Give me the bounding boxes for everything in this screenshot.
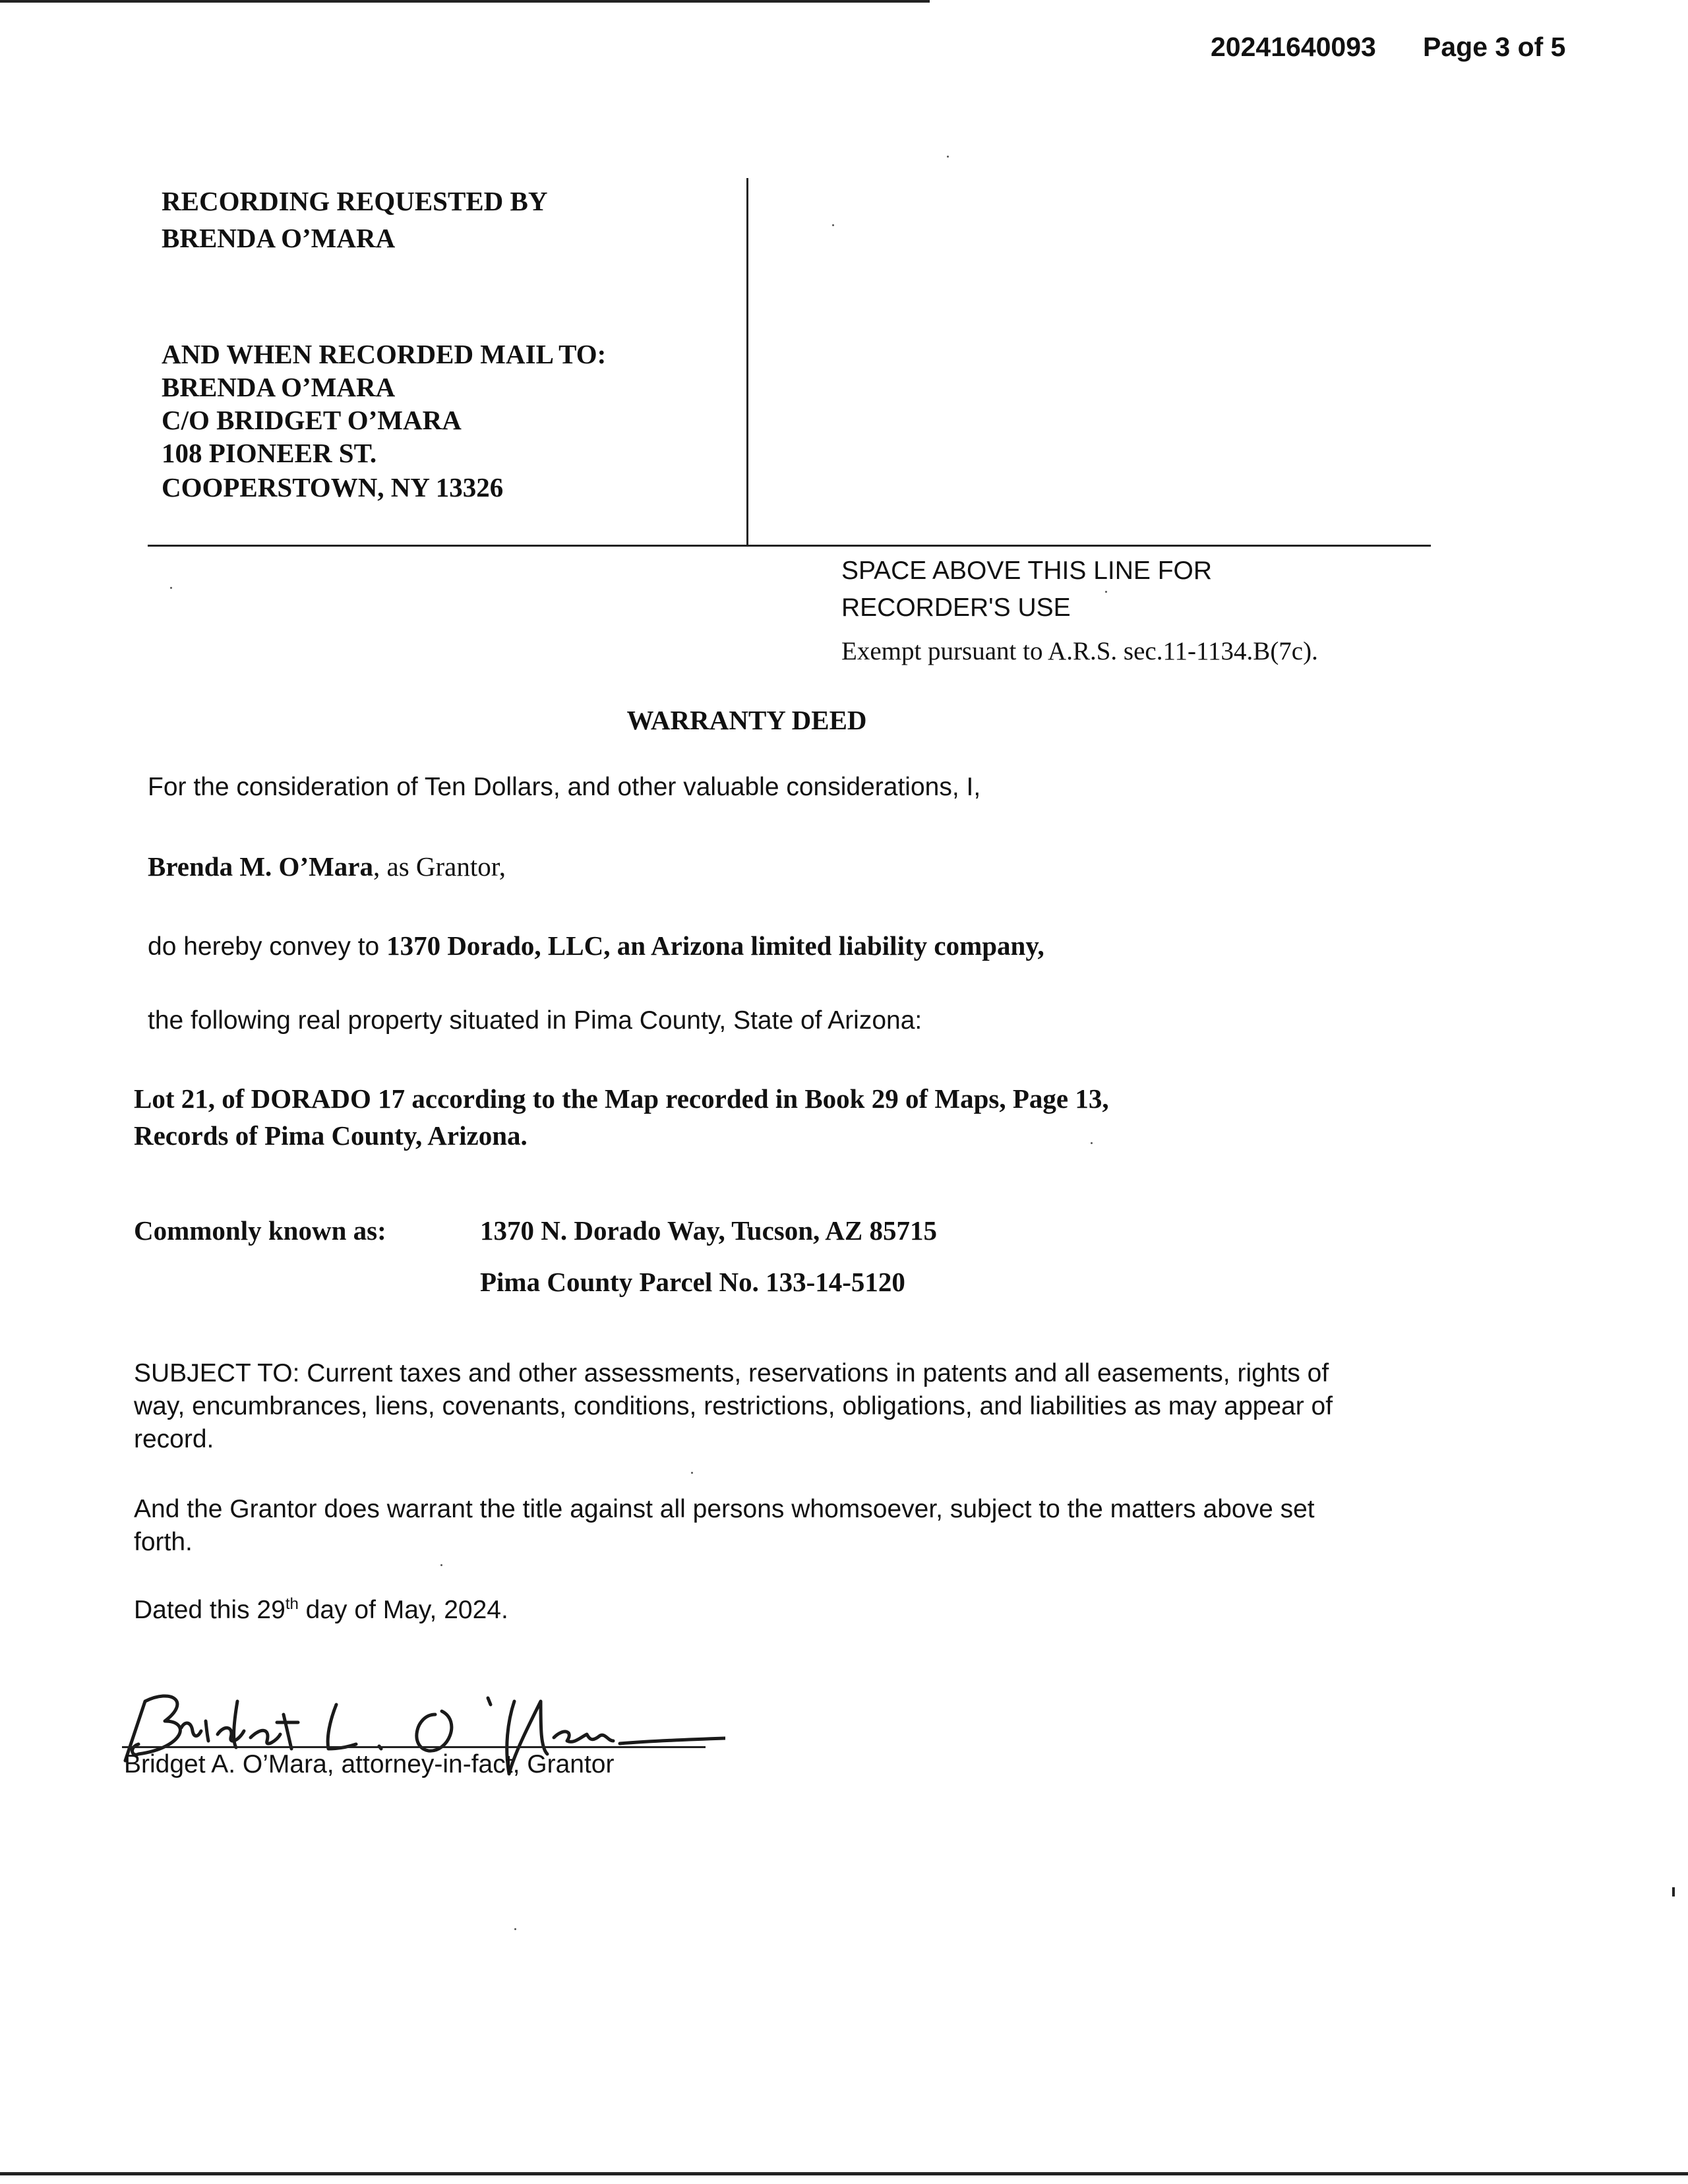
recorder-box-divider bbox=[746, 178, 748, 546]
recorder-use-line2: RECORDER'S USE bbox=[841, 593, 1071, 622]
requested-by-label: RECORDING REQUESTED BY bbox=[162, 186, 548, 216]
grantor-name: Brenda M. O’Mara bbox=[148, 851, 373, 882]
dated-suffix: day of May, 2024. bbox=[298, 1596, 508, 1624]
recorder-box-bottom-rule bbox=[148, 545, 1431, 547]
dated-line bbox=[134, 1596, 508, 1625]
parcel-number: Pima County Parcel No. 133-14-5120 bbox=[480, 1267, 905, 1297]
top-edge-rule bbox=[0, 0, 930, 3]
commonly-known-label: Commonly known as: bbox=[134, 1215, 386, 1246]
convey-line bbox=[148, 930, 1044, 961]
document-number: 20241640093 bbox=[1211, 32, 1376, 62]
recorder-use-note bbox=[841, 553, 1212, 626]
deed-title: WARRANTY DEED bbox=[626, 705, 867, 735]
mail-to-line: 108 PIONEER ST. bbox=[162, 438, 377, 468]
scan-speck bbox=[1105, 591, 1107, 593]
grantor-suffix: , as Grantor, bbox=[373, 851, 506, 882]
mail-to-label: AND WHEN RECORDED MAIL TO: bbox=[162, 339, 607, 369]
scan-speck bbox=[832, 224, 834, 226]
scan-speck bbox=[440, 1564, 442, 1566]
exempt-statement: Exempt pursuant to A.R.S. sec.11-1134.B(7c). bbox=[841, 637, 1318, 665]
scan-speck bbox=[514, 1928, 516, 1930]
property-address: 1370 N. Dorado Way, Tucson, AZ 85715 bbox=[480, 1215, 937, 1246]
signature-caption: Bridget A. O’Mara, attorney-in-fact, Grantor bbox=[124, 1750, 615, 1778]
recorder-use-line1: SPACE ABOVE THIS LINE FOR bbox=[841, 557, 1213, 585]
dated-ordinal: th bbox=[285, 1595, 299, 1613]
scan-speck bbox=[170, 587, 172, 589]
legal-description-line2: Records of Pima County, Arizona. bbox=[134, 1120, 528, 1151]
mail-to-line: COOPERSTOWN, NY 13326 bbox=[162, 472, 504, 502]
property-intro: the following real property situated in Pima County, State of Arizona: bbox=[148, 1006, 922, 1035]
grantee-name: 1370 Dorado, LLC, an Arizona limited liability company, bbox=[386, 930, 1044, 961]
signature-line bbox=[122, 1746, 706, 1748]
convey-prefix: do hereby convey to bbox=[148, 932, 387, 961]
warranty-paragraph: And the Grantor does warrant the title against all persons whomsoever, subject to the matters above set forth. bbox=[134, 1495, 1315, 1556]
dated-prefix: Dated this 29 bbox=[134, 1596, 286, 1624]
legal-description-line1: Lot 21, of DORADO 17 according to the Map recorded in Book 29 of Maps, Page 13, bbox=[134, 1083, 1109, 1114]
subject-to-paragraph: SUBJECT TO: Current taxes and other assessments, reservations in patents and all easements, rights of way, encumbrances, liens, covenants, conditions, restrictions, obligations, and liabilities as may appear of record. bbox=[134, 1359, 1333, 1453]
consideration-text: For the consideration of Ten Dollars, and other valuable considerations, I, bbox=[148, 773, 981, 801]
page-label: Page 3 of 5 bbox=[1423, 32, 1566, 62]
scan-mark bbox=[1672, 1887, 1675, 1896]
bottom-edge-rule bbox=[0, 2172, 1688, 2175]
scan-speck bbox=[947, 156, 949, 158]
mail-to-line: C/O BRIDGET O’MARA bbox=[162, 405, 462, 435]
grantor-line bbox=[148, 851, 506, 882]
scan-speck bbox=[691, 1472, 693, 1474]
scan-speck bbox=[1091, 1142, 1093, 1144]
requested-by-name: BRENDA O’MARA bbox=[162, 223, 396, 253]
mail-to-line: BRENDA O’MARA bbox=[162, 372, 396, 402]
